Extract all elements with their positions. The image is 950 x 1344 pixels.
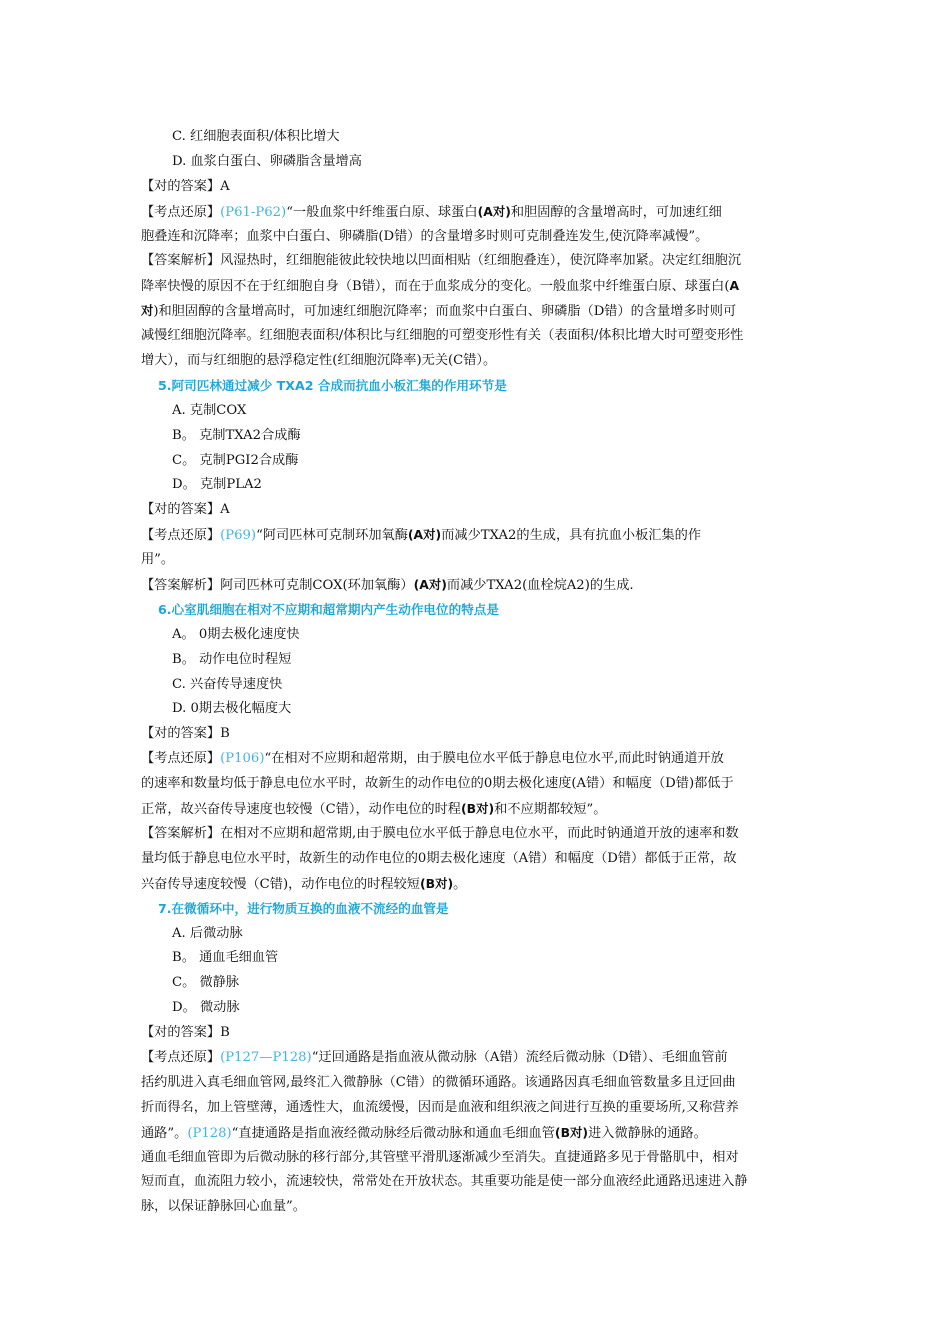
- text-line: [141, 324, 811, 349]
- text-span: A. 后微动脉: [172, 925, 243, 941]
- text-line: [141, 200, 811, 225]
- text-span: 减慢红细胞沉降率。红细胞表面积/体积比与红细胞的可塑变形性有关（表面积/体积比增大时可塑变形性: [141, 328, 744, 344]
- text-span: C。 微静脉: [172, 975, 240, 991]
- text-span: 脉，以保证静脉回心血量”。: [141, 1199, 306, 1215]
- text-line: [141, 573, 811, 598]
- text-span: B。 动作电位时程短: [172, 651, 292, 667]
- text-span: 的速率和数量均低于静息电位水平时，故新生的动作电位的0期去极化速度(A错）和幅度（D错)都低于: [141, 776, 734, 792]
- text-line: [141, 822, 811, 847]
- text-span: 【对的答案】B: [141, 726, 230, 742]
- text-span: 【考点还原】: [141, 751, 221, 767]
- answer-option: [141, 673, 811, 698]
- emphasis-text: (A对): [413, 577, 447, 593]
- text-line: [141, 1146, 811, 1171]
- text-line: [141, 797, 811, 822]
- page-reference: (P61-P62): [220, 204, 287, 220]
- text-span: C. 红细胞表面积/体积比增大: [172, 129, 340, 144]
- text-line: [141, 498, 811, 523]
- emphasis-text: A: [729, 278, 740, 294]
- text-span: “直捷通路是指血液经微动脉经后微动脉和通血毛细血管: [231, 1125, 555, 1141]
- answer-option: [141, 971, 811, 996]
- text-span: 短而直，血流阻力较小，流速较快，常常处在开放状态。其重要功能是使一部分血液经此通路迅速进入静: [141, 1174, 748, 1190]
- text-span: “迂回通路是指血液从微动脉（A错）流经后微动脉（D错）、毛细血管前: [311, 1049, 728, 1065]
- text-span: 6.心室肌细胞在相对不应期和超常期内产生动作电位的特点是: [158, 601, 499, 617]
- text-span: D. 0期去极化幅度大: [172, 701, 292, 717]
- text-line: [141, 523, 811, 548]
- emphasis-text: (A对): [477, 203, 511, 219]
- page-reference: (P128): [187, 1125, 232, 1141]
- answer-option: [141, 424, 811, 449]
- text-span: 【考点还原】: [141, 204, 221, 220]
- emphasis-text: (B对): [554, 1124, 589, 1140]
- text-span: A。 0期去极化速度快: [172, 626, 300, 642]
- text-span: 通血毛细血管即为后微动脉的移行部分,其管壁平滑肌逐渐减少至消失。直捷通路多见于骨骼肌中，相对: [141, 1149, 739, 1165]
- text-span: 【对的答案】B: [141, 1025, 230, 1041]
- answer-option: [141, 946, 811, 971]
- text-span: 括约肌进入真毛细血管网,最终汇入微静脉（C错）的微循环通路。该通路因真毛细血管数量多且迂回曲: [141, 1074, 736, 1090]
- answer-option: [141, 449, 811, 474]
- text-line: [141, 1096, 811, 1121]
- text-span: 胞叠连和沉降率；血浆中白蛋白、卵磷脂(D错）的含量增多时则可克制叠连发生,使沉降率减慢”。: [141, 228, 709, 244]
- text-span: B。 克制TXA2合成酶: [172, 427, 301, 443]
- text-span: 正常，故兴奋传导速度也较慢（C错），动作电位的时程: [141, 802, 461, 818]
- text-span: 量均低于静息电位水平时，故新生的动作电位的0期去极化速度（A错）和幅度（D错）都低于正常，故: [141, 850, 737, 866]
- emphasis-text: (A对): [407, 527, 442, 543]
- text-span: 降率快慢的原因不在于红细胞自身（B错），而在于血浆成分的变化。一般血浆中纤维蛋白原、球蛋白(: [141, 279, 730, 295]
- emphasis-text: 对: [141, 303, 154, 319]
- text-span: 7.在微循环中，进行物质互换的血液不流经的血管是: [158, 900, 449, 916]
- answer-option: [141, 697, 811, 722]
- text-span: D。 克制PLA2: [172, 477, 262, 493]
- answer-option: [141, 399, 811, 424]
- text-span: D. 血浆白蛋白、卵磷脂含量增高: [172, 153, 362, 169]
- emphasis-text: (B对): [419, 875, 454, 891]
- text-span: 和不应期都较短”。: [494, 802, 607, 818]
- text-span: 。: [453, 876, 467, 892]
- text-line: [141, 847, 811, 872]
- text-span: 用”。: [141, 552, 175, 568]
- text-span: “阿司匹林可克制环加氧酶: [256, 528, 408, 544]
- answer-option: [141, 473, 811, 498]
- text-span: “在相对不应期和超常期，由于膜电位水平低于静息电位水平,而此时钠通道开放: [264, 751, 724, 767]
- question-heading: [141, 374, 811, 399]
- question-heading: [141, 897, 811, 922]
- text-line: [141, 548, 811, 573]
- text-line: [141, 175, 811, 200]
- text-line: [141, 1195, 811, 1220]
- answer-option: [141, 922, 811, 947]
- page-reference: (P127—P128): [220, 1049, 312, 1065]
- text-span: C。 克制PGI2合成酶: [172, 452, 299, 468]
- text-line: [141, 872, 811, 897]
- answer-option: [141, 648, 811, 673]
- text-span: A. 克制COX: [172, 402, 247, 418]
- text-line: [141, 274, 811, 299]
- text-line: [141, 772, 811, 797]
- text-span: 兴奋传导速度较慢（C错)，动作电位的时程较短: [141, 876, 420, 892]
- text-span: 而减少TXA2(血栓烷A2)的生成.: [446, 578, 634, 594]
- text-line: [141, 1121, 811, 1146]
- text-line: [141, 1046, 811, 1071]
- text-span: 折而得名，加上管壁薄，通透性大，血流缓慢，因而是血液和组织液之间进行互换的重要场所,又称营养: [141, 1099, 739, 1115]
- question-heading: [141, 598, 811, 623]
- text-span: B。 通血毛细血管: [172, 950, 279, 966]
- text-span: 【答案解析】阿司匹林可克制COX(环加氧酶）: [141, 578, 414, 594]
- answer-option: [141, 623, 811, 648]
- text-span: C. 兴奋传导速度快: [172, 676, 283, 692]
- text-line: [141, 722, 811, 747]
- text-line: [141, 1071, 811, 1096]
- text-span: 【考点还原】: [141, 1049, 221, 1065]
- text-span: 进入微静脉的通路。: [588, 1125, 707, 1141]
- text-line: [141, 225, 811, 250]
- text-line: [141, 1170, 811, 1195]
- text-span: “一般血浆中纤维蛋白原、球蛋白: [286, 204, 478, 220]
- text-line: [141, 249, 811, 274]
- text-span: 而减少TXA2的生成，具有抗血小板汇集的作: [441, 528, 702, 544]
- text-span: 通路”。: [141, 1125, 188, 1141]
- text-span: )和胆固醇的含量增高时，可加速红细胞沉降率；而血浆中白蛋白、卵磷脂（D错）的含量增多时则可: [153, 304, 737, 320]
- emphasis-text: (B对): [461, 801, 495, 817]
- answer-option: [141, 150, 811, 175]
- page-reference: (P69): [220, 528, 257, 544]
- text-span: 和胆固醇的含量增高时，可加速红细: [510, 204, 722, 220]
- text-span: D。 微动脉: [172, 1000, 240, 1016]
- text-line: [141, 349, 811, 374]
- page-reference: (P106): [220, 751, 265, 767]
- document-page: [141, 125, 811, 1220]
- text-span: 【对的答案】A: [141, 178, 230, 194]
- text-span: 【答案解析】在相对不应期和超常期,由于膜电位水平低于静息电位水平，而此时钠通道开放的速率和数: [141, 825, 739, 841]
- text-span: 【答案解析】风湿热时，红细胞能彼此较快地以凹面相贴（红细胞叠连），使沉降率加紧。决定红细胞沉: [141, 253, 742, 269]
- text-span: 【考点还原】: [141, 528, 221, 544]
- text-span: 【对的答案】A: [141, 502, 230, 518]
- text-span: 5.阿司匹林通过减少 TXA2 合成而抗血小板汇集的作用环节是: [158, 377, 507, 393]
- answer-option: [141, 996, 811, 1021]
- text-line: [141, 747, 811, 772]
- text-line: [141, 1021, 811, 1046]
- text-line: [141, 299, 811, 324]
- text-span: 增大），而与红细胞的悬浮稳定性(红细胞沉降率)无关(C错）。: [141, 353, 497, 369]
- answer-option: [141, 125, 811, 150]
